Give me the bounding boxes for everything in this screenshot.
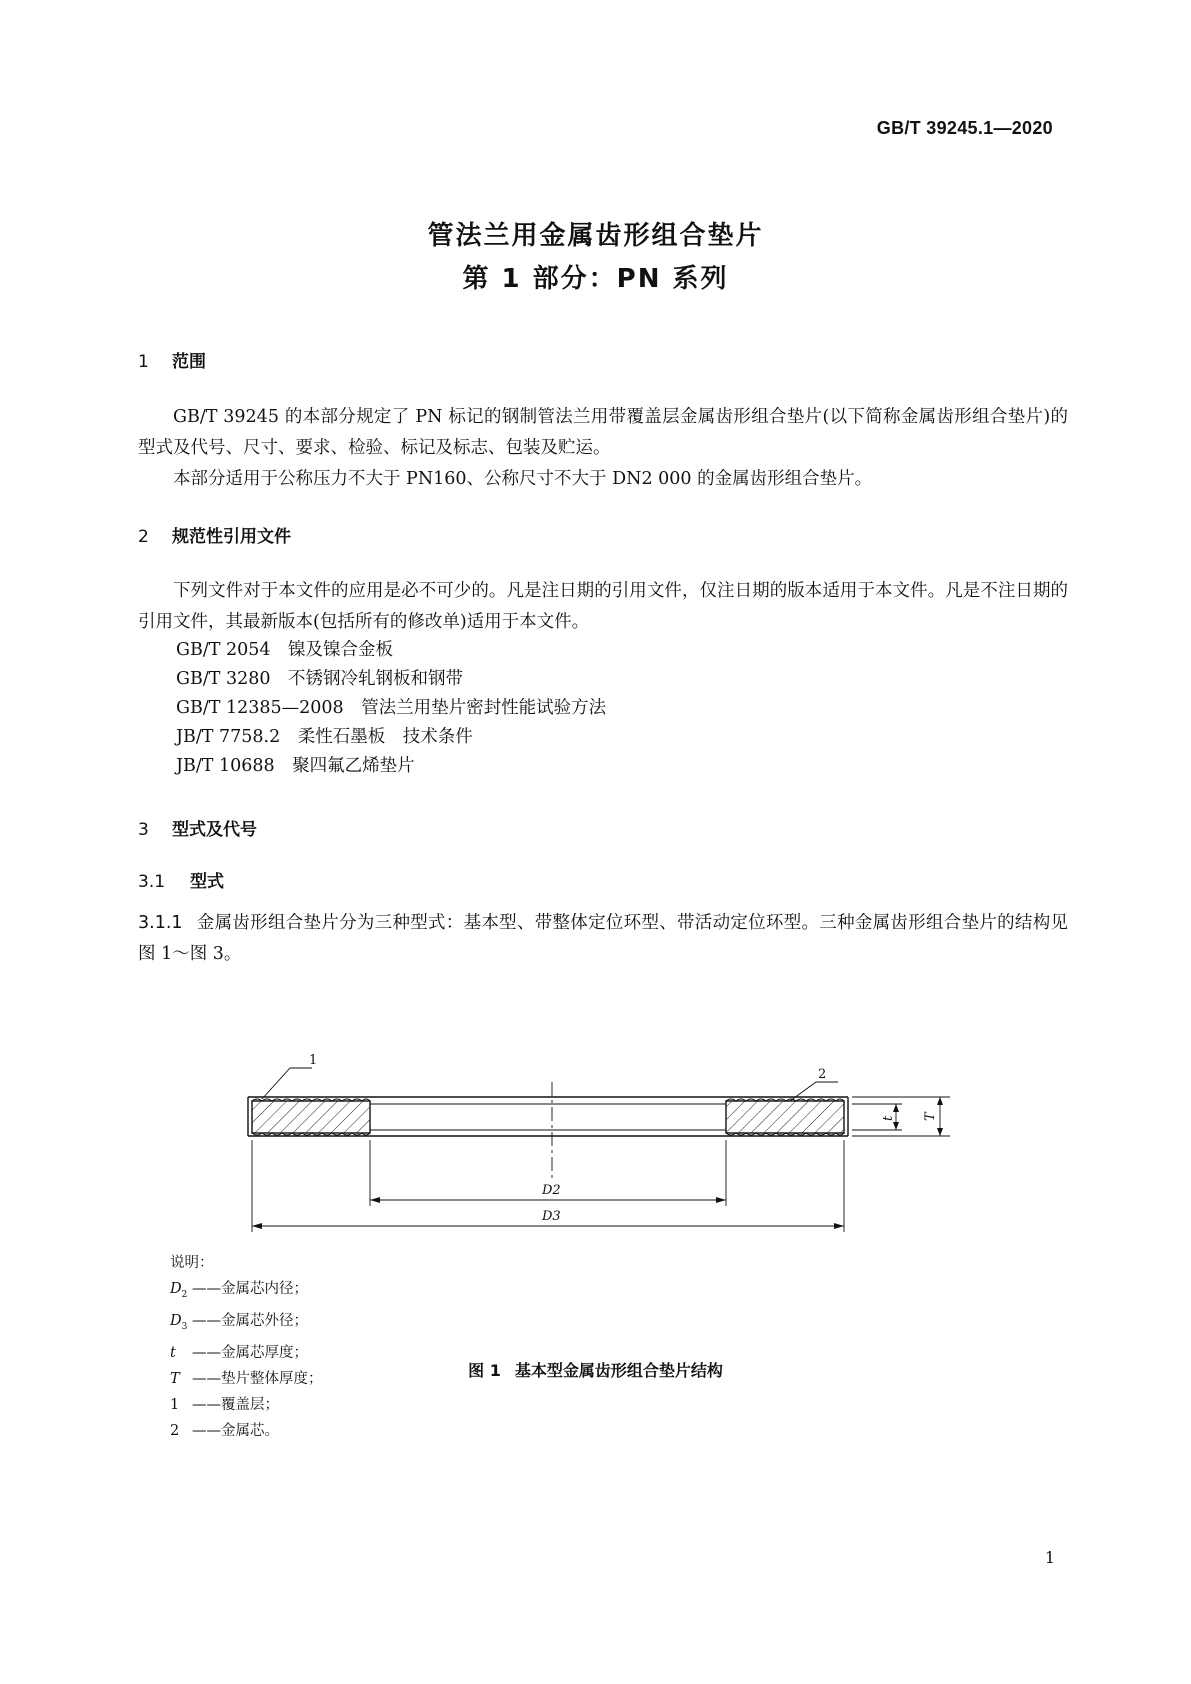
callout-2-label: 2	[818, 1067, 827, 1082]
arrow-head	[937, 1097, 943, 1105]
reference-code: JB/T 10688	[176, 756, 275, 776]
reference-code: JB/T 7758.2	[176, 727, 281, 747]
document-subtitle: 第 1 部分：PN 系列	[462, 264, 729, 294]
reference-name: 镍及镍合金板	[288, 640, 394, 660]
legend-description: ——金属芯外径；	[192, 1312, 308, 1329]
figure-legend	[170, 1250, 323, 1444]
arrow-head	[716, 1197, 726, 1203]
reference-name: 聚四氟乙烯垫片	[292, 756, 415, 776]
figure-caption-label: 图 1	[468, 1361, 501, 1380]
legend-item	[170, 1418, 323, 1444]
section-number: 2	[138, 527, 149, 547]
figure-caption	[0, 1358, 1191, 1381]
legend-description: ——覆盖层；	[192, 1396, 279, 1413]
reference-name: 不锈钢冷轧钢板和钢带	[288, 669, 464, 689]
left-metal-core	[252, 1101, 370, 1133]
legend-description: ——垫片整体厚度；	[192, 1370, 323, 1387]
arrow-head	[370, 1197, 380, 1203]
legend-title: 说明：	[170, 1255, 214, 1271]
legend-symbol: 1	[170, 1396, 180, 1413]
dim-T-label: T	[923, 1112, 938, 1121]
standard-number: GB/T 39245.1—2020	[876, 118, 1053, 138]
legend-item	[170, 1276, 323, 1308]
legend-symbol: 2	[170, 1422, 180, 1439]
legend-item	[170, 1308, 323, 1340]
legend-description: ——金属芯。	[192, 1422, 279, 1439]
section-number: 3.1	[138, 872, 166, 892]
section-1-paragraph-2: 本部分适用于公称压力不大于 PN160、公称尺寸不大于 DN2 000 的金属齿形组合垫片。	[173, 469, 873, 489]
legend-symbol: $D_2$	[170, 1281, 188, 1300]
arrow-head	[893, 1104, 899, 1112]
legend-item	[170, 1392, 323, 1418]
dim-d3-label: D3	[542, 1209, 561, 1224]
reference-code: GB/T 3280	[176, 669, 271, 689]
document-title: 管法兰用金属齿形组合垫片	[427, 221, 764, 251]
legend-description: ——金属芯内径；	[192, 1281, 308, 1297]
figure-caption-text: 基本型金属齿形组合垫片结构	[514, 1361, 723, 1380]
arrow-head	[893, 1122, 899, 1130]
arrow-head	[937, 1128, 943, 1136]
reference-name: 柔性石墨板 技术条件	[297, 727, 473, 747]
section-2-paragraph: 下列文件对于本文件的应用是必不可少的。凡是注日期的引用文件，仅注日期的版本适用于本文件。凡是不注日期的引用文件，其最新版本(包括所有的修改单)适用于本文件。	[138, 581, 1068, 632]
section-title: 型式	[190, 872, 224, 892]
legend-symbol: t	[170, 1344, 176, 1361]
callout-1-leader	[262, 1068, 312, 1099]
arrow-head	[252, 1223, 262, 1229]
reference-name: 管法兰用垫片密封性能试验方法	[361, 698, 607, 718]
clause-number: 3.1.1	[138, 913, 183, 933]
callout-1-label: 1	[309, 1053, 318, 1068]
section-number: 3	[138, 820, 149, 840]
dim-t-label: t	[881, 1115, 896, 1121]
arrow-head	[834, 1223, 844, 1229]
section-number: 1	[138, 352, 149, 372]
section-1-paragraph-1: GB/T 39245 的本部分规定了 PN 标记的钢制管法兰用带覆盖层金属齿形组合垫片(以下简称金属齿形组合垫片)的型式及代号、尺寸、要求、检验、标记及标志、包装及贮运。	[138, 407, 1068, 458]
section-title: 型式及代号	[172, 820, 257, 840]
callout-2-leader	[790, 1082, 838, 1101]
right-metal-core	[726, 1101, 844, 1133]
legend-description: ——金属芯厚度；	[192, 1344, 308, 1361]
reference-code: GB/T 12385—2008	[176, 698, 344, 718]
legend-symbol: $D_3$	[170, 1312, 188, 1332]
clause-text: 金属齿形组合垫片分为三种型式：基本型、带整体定位环型、带活动定位环型。三种金属齿形组合垫片的结构见图 1～图 3。	[138, 913, 1068, 964]
section-title: 规范性引用文件	[172, 527, 291, 547]
reference-code: GB/T 2054	[176, 640, 271, 660]
page-number: 1	[1044, 1548, 1055, 1567]
section-title: 范围	[172, 352, 206, 372]
dim-d2-label: D2	[542, 1183, 561, 1198]
legend-symbol: T	[170, 1370, 180, 1387]
